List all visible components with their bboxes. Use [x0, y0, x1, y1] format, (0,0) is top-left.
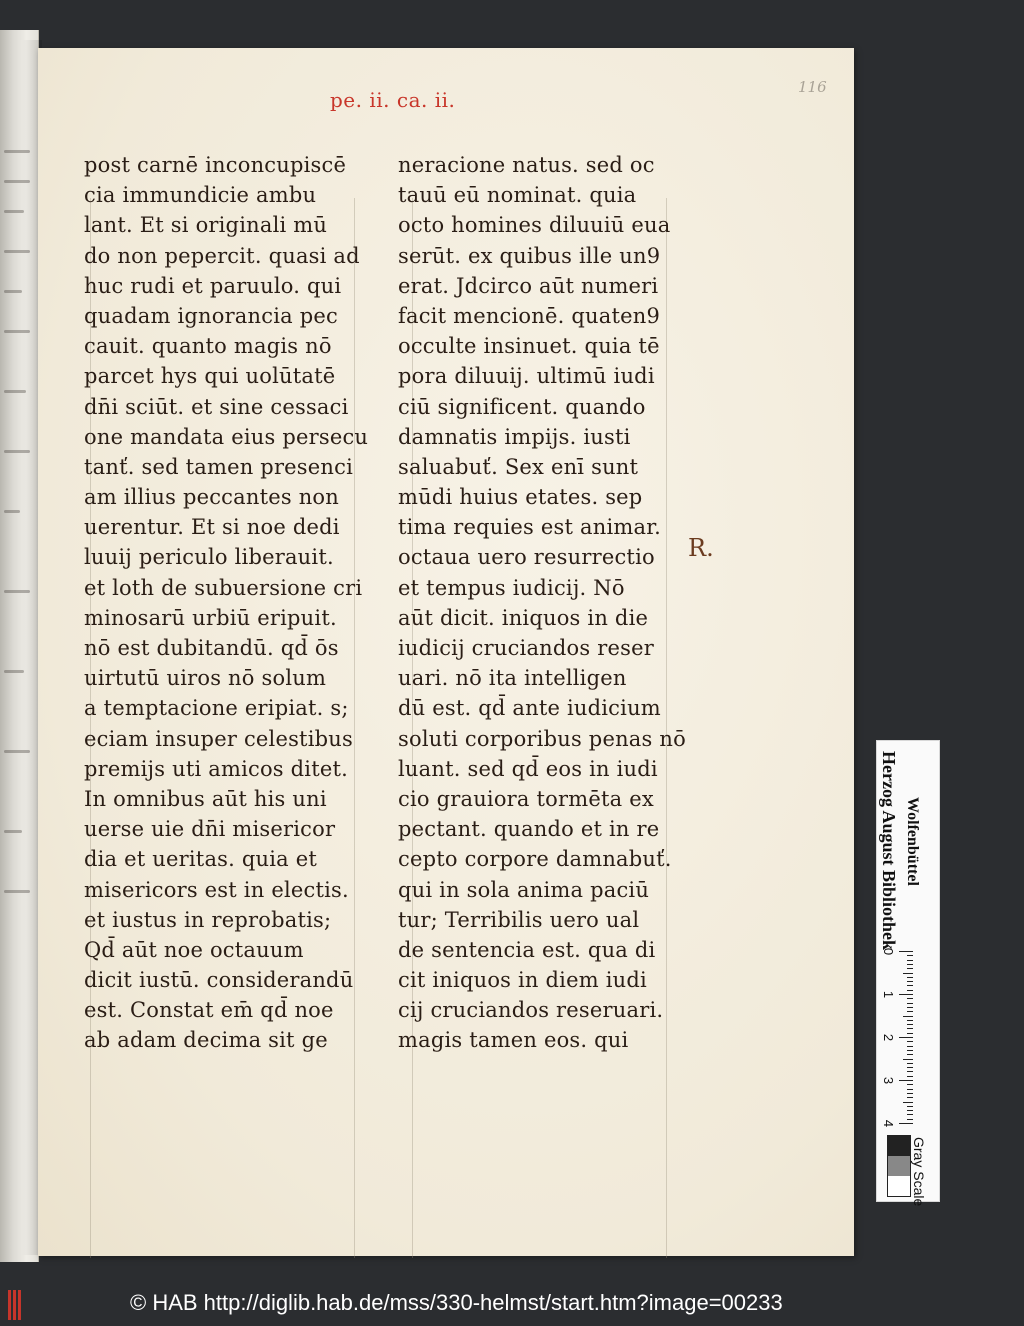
manuscript-line: ab adam decima sit ge: [84, 1028, 328, 1053]
text-column-left: [84, 150, 368, 1056]
manuscript-line: et iustus in reprobatis;: [84, 907, 332, 932]
manuscript-line: parcet hys qui uolūtatē: [84, 364, 336, 389]
manuscript-line: erat. Jdcirco aūt numeri: [398, 273, 659, 298]
manuscript-line: octaua uero resurrectio: [398, 545, 655, 570]
manuscript-line: one mandata eius persecu: [84, 424, 369, 449]
manuscript-line: luant. sed qd̄ eos in iudi: [398, 756, 658, 781]
manuscript-line: post carnē inconcupiscē: [84, 153, 347, 177]
manuscript-line: premijs uti amicos ditet.: [84, 756, 349, 781]
manuscript-line: cepto corpore damnabuť.: [398, 847, 672, 872]
manuscript-line: dicit iustū. considerandū: [84, 968, 354, 993]
manuscript-line: tanť. sed tamen presenci: [84, 454, 354, 479]
manuscript-line: aūt dicit. iniquos in die: [398, 605, 649, 630]
manuscript-line: iudicij cruciandos reser: [398, 636, 654, 660]
manuscript-line: qui in sola anima paciū: [398, 877, 650, 902]
manuscript-line: tima requies est animar.: [398, 515, 662, 540]
scale-number: 3: [881, 1076, 897, 1085]
manuscript-line: neracione natus. sed oc: [398, 153, 655, 177]
manuscript-line: do non pepercit. quasi ad: [84, 243, 360, 268]
manuscript-line: dn̄i sciūt. et sine cessaci: [84, 394, 349, 419]
manuscript-line: pora diluuij. ultimū iudi: [398, 364, 655, 389]
manuscript-line: nō est dubitandū. qd̄ ōs: [84, 636, 339, 660]
manuscript-line: saluabuť. Sex enī sunt: [398, 454, 639, 479]
manuscript-line: misericors est in electis.: [84, 877, 349, 902]
scale-number: 1: [881, 990, 897, 999]
manuscript-line: uerse uie dn̄i misericor: [84, 817, 336, 842]
manuscript-line: octo homines diluuiū eua: [398, 213, 671, 238]
marginal-note: R.: [688, 534, 714, 562]
scale-number: 0: [881, 947, 897, 956]
manuscript-folio: [38, 48, 854, 1256]
scale-number: 2: [881, 1033, 897, 1042]
gray-scale-label: Gray Scale: [911, 1137, 927, 1207]
manuscript-line: serūt. ex quibus ille un9: [398, 243, 661, 268]
manuscript-line: minosarū urbiū eripuit.: [84, 605, 337, 630]
gray-scale-swatches: [887, 1135, 911, 1197]
manuscript-line: uerentur. Et si noe dedi: [84, 515, 340, 540]
hab-logo-icon: [8, 1290, 22, 1320]
text-column-right: [398, 150, 686, 1056]
manuscript-line: et tempus iudicij. Nō: [398, 575, 625, 600]
library-name: Herzog August Bibliothek: [879, 751, 899, 951]
scale-number: 4: [881, 1119, 897, 1128]
manuscript-line: eciam insuper celestibus: [84, 726, 353, 751]
manuscript-line: lant. Et si originali mū: [84, 213, 328, 238]
manuscript-line: tauū eū nominat. quia: [398, 183, 637, 208]
manuscript-line: soluti corporibus penas nō: [398, 726, 686, 751]
manuscript-line: est. Constat em̄ qd̄ noe: [84, 998, 334, 1023]
manuscript-line: cit iniquos in diem iudi: [398, 968, 647, 993]
manuscript-line: a temptacione eripiat. s;: [84, 696, 349, 721]
manuscript-line: uari. nō ita intelligen: [398, 666, 627, 691]
manuscript-line: pectant. quando et in re: [398, 817, 660, 842]
manuscript-line: quadam ignorancia pec: [84, 303, 338, 328]
library-city: Wolfenbüttel: [904, 797, 921, 886]
manuscript-line: In omnibus aūt his uni: [84, 786, 327, 811]
manuscript-line: damnatis impijs. iusti: [398, 424, 631, 449]
manuscript-line: de sentencia est. qua di: [398, 937, 656, 962]
manuscript-line: cauit. quanto magis nō: [84, 334, 332, 359]
manuscript-line: dia et ueritas. quia et: [84, 847, 318, 872]
manuscript-line: Qd̄ aūt noe octauum: [84, 937, 304, 962]
manuscript-line: mūdi huius etates. sep: [398, 485, 643, 510]
manuscript-line: magis tamen eos. qui: [398, 1028, 629, 1053]
color-scale-strip: [876, 740, 940, 1207]
manuscript-line: luuij periculo liberauit.: [84, 545, 334, 570]
manuscript-line: cij cruciandos reseruari.: [398, 998, 664, 1023]
running-head: pe. ii. ca. ii.: [330, 88, 456, 112]
manuscript-line: facit mencionē. quaten9: [398, 303, 661, 328]
manuscript-line: occulte insinuet. quia tē: [398, 334, 660, 359]
manuscript-line: cia immundicie ambu: [84, 183, 317, 208]
folio-number: 116: [798, 78, 827, 96]
manuscript-line: am illius peccantes non: [84, 485, 340, 510]
manuscript-line: uirtutū uiros nō solum: [84, 666, 327, 691]
manuscript-line: dū est. qd̄ ante iudicium: [398, 696, 661, 721]
copyright-url[interactable]: © HAB http://diglib.hab.de/mss/330-helmst/start.htm?image=00233: [130, 1290, 783, 1315]
footer-bar: [0, 1284, 1024, 1326]
manuscript-line: et loth de subuersione cri: [84, 575, 363, 600]
manuscript-line: cio grauiora tormēta ex: [398, 786, 654, 811]
manuscript-line: tur; Terribilis uero ual: [398, 907, 640, 932]
manuscript-line: huc rudi et paruulo. qui: [84, 273, 342, 298]
ruler-scale: [881, 947, 913, 1141]
manuscript-line: ciū significent. quando: [398, 394, 646, 419]
